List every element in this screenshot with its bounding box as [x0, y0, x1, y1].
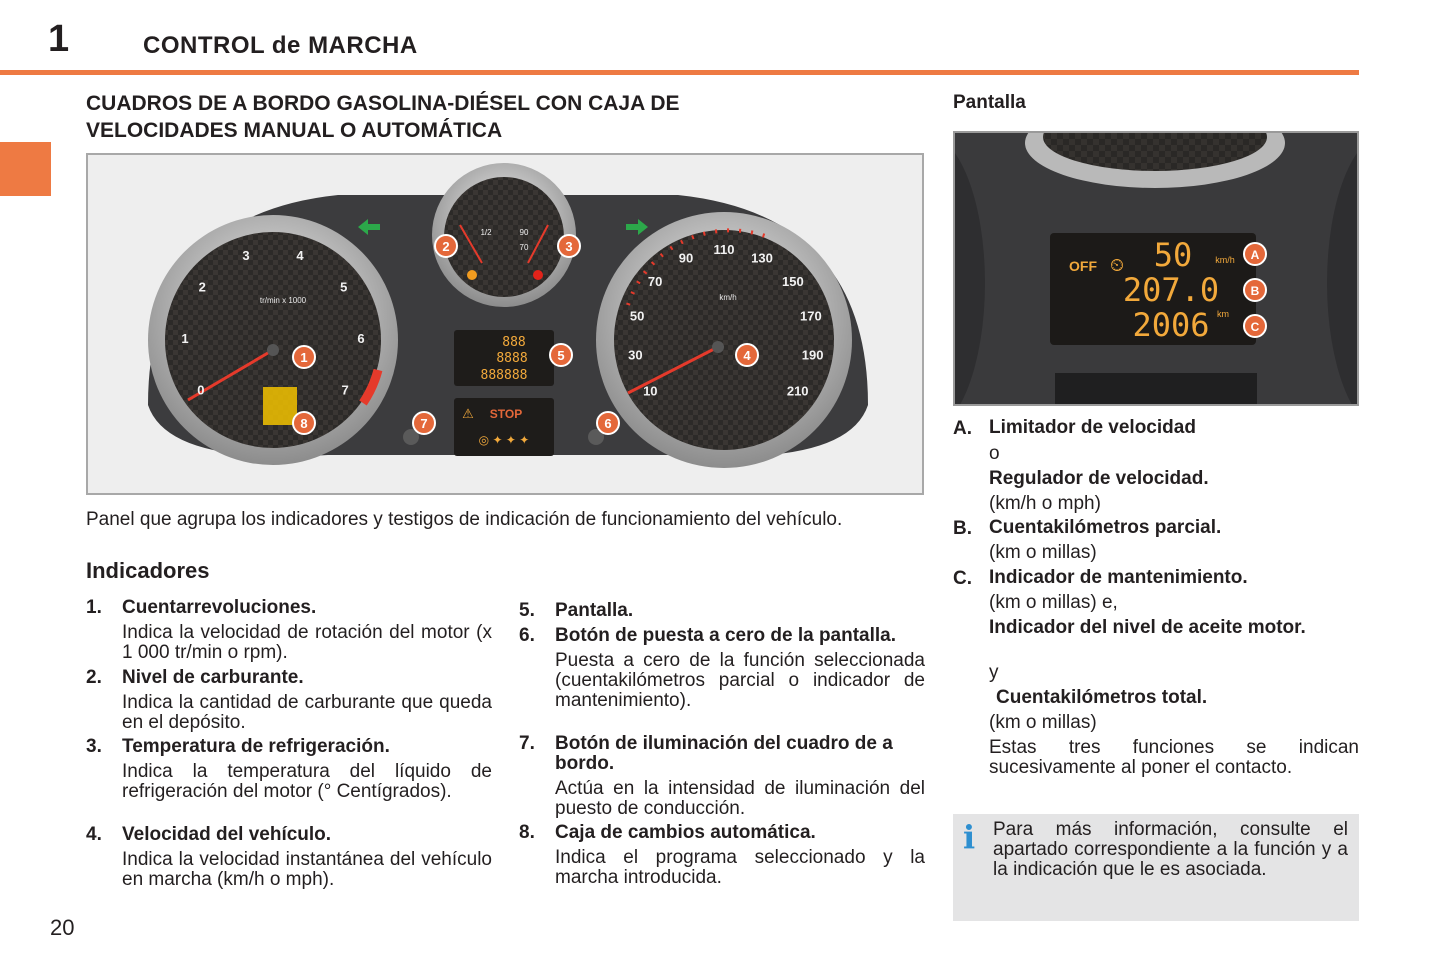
instrument-cluster-image [86, 153, 924, 495]
indicator-number: 1. [86, 597, 102, 618]
speed-value: 50 [1153, 236, 1193, 274]
legend-unit: (km o millas) [989, 712, 1097, 733]
callout-number: 8 [300, 416, 308, 431]
indicator-item [86, 825, 492, 890]
chapter-title: CONTROL de MARCHA [143, 32, 418, 59]
indicator-item [86, 598, 492, 663]
stop-warning-label: STOP [489, 407, 523, 421]
tachometer-tick-label: 2 [198, 279, 206, 295]
display-marker-letter: B [1250, 284, 1260, 298]
speed-unit: km/h [1215, 255, 1235, 265]
speedometer-tick-label: 190 [801, 347, 824, 363]
legend-title: Indicador del nivel de aceite motor. [989, 617, 1306, 638]
display-image [953, 131, 1359, 406]
speedometer-tick-label: 10 [643, 383, 658, 399]
indicator-description: Actúa en la intensidad de iluminación del puesto de conducción. [555, 778, 925, 819]
speedometer-tick-label: 150 [782, 274, 804, 290]
indicator-description: Puesta a cero de la función seleccionada (cuentakilómetros parcial o indicador de mantenimiento). [555, 650, 925, 711]
tachometer-tick-label: 6 [357, 330, 365, 346]
tachometer-tick-label: 7 [341, 382, 349, 398]
callout-number: 2 [442, 239, 450, 254]
info-icon: i [963, 818, 976, 856]
indicator-item [519, 626, 925, 711]
chapter-tab-marker [0, 142, 51, 196]
indicator-description: Indica el programa seleccionado y la marcha introducida. [555, 847, 925, 888]
speed-limiter-icon: ⏲ [1109, 255, 1125, 275]
indicator-title: Nivel de carburante. [122, 667, 304, 688]
tachometer-tick-label: 5 [340, 279, 348, 295]
indicator-title: Cuentarrevoluciones. [122, 597, 317, 618]
legend-unit: (km o millas) e, [989, 592, 1118, 613]
indicator-number: 5. [519, 600, 535, 621]
center-lcd-line1: 888 [502, 335, 526, 350]
indicator-title: Velocidad del vehículo. [122, 824, 332, 845]
indicator-number: 3. [86, 736, 102, 757]
indicator-description: Indica la velocidad de rotación del motor (x 1 000 tr/min o rpm). [122, 622, 492, 663]
warning-triangle-icon: ⚠ [462, 406, 474, 421]
total-unit: km [1217, 309, 1229, 319]
indicator-number: 4. [86, 824, 102, 845]
fuel-half-label: 1/2 [480, 228, 492, 237]
speedometer-tick-label: 170 [800, 308, 822, 324]
center-lcd-line3: 888888 [480, 368, 528, 383]
indicators-heading: Indicadores [86, 558, 210, 583]
header-rule [0, 70, 1359, 75]
speedometer-unit-label: km/h [719, 293, 737, 302]
display-heading: Pantalla [953, 92, 1026, 113]
legend-title: Cuentakilómetros parcial. [989, 517, 1222, 538]
legend-letter: C. [953, 568, 972, 589]
instrument-cluster-drawing [88, 155, 922, 493]
callout-number: 7 [420, 416, 428, 431]
page-number: 20 [50, 915, 75, 940]
speedometer-tick-label: 110 [713, 242, 735, 257]
callout-number: 3 [565, 239, 573, 254]
indicator-item [86, 668, 492, 733]
tachometer-tick-label: 4 [296, 248, 304, 264]
legend-unit: (km/h o mph) [989, 493, 1101, 514]
speedometer-tick-label: 210 [786, 383, 809, 399]
temperature-warning-lamp [533, 270, 543, 280]
legend-title: Indicador de mantenimiento. [989, 567, 1248, 588]
tachometer-tick-label: 1 [181, 330, 189, 346]
legend-and: y [989, 662, 999, 683]
display-drawing [955, 133, 1357, 404]
speedometer-face [614, 230, 834, 450]
indicator-description: Indica la temperatura del líquido de refrigeración del motor (° Centígrados). [122, 761, 492, 802]
indicator-number: 7. [519, 733, 535, 754]
indicator-title: Caja de cambios automática. [555, 822, 816, 843]
indicator-item [519, 823, 925, 888]
legend-letter: B. [953, 518, 972, 539]
fuel-temp-face [444, 177, 564, 297]
indicator-item [519, 734, 925, 819]
limiter-off-label: OFF [1069, 258, 1097, 274]
display-marker-letter: C [1250, 320, 1260, 334]
info-text: Para más información, consulte el apartado correspondiente a la función y a la indicación que le es asociada. [993, 819, 1348, 880]
indicator-title: Pantalla. [555, 600, 634, 621]
tachometer-unit-label: tr/min x 1000 [259, 296, 307, 305]
indicator-title: Botón de iluminación del cuadro de a bordo. [555, 733, 893, 774]
tachometer-tick-label: 0 [197, 382, 205, 398]
callout-number: 1 [300, 350, 308, 365]
speedometer-tick-label: 90 [678, 250, 694, 266]
legend-or: o [989, 443, 1000, 464]
callout-number: 6 [604, 416, 612, 431]
speedometer-tick-label: 70 [647, 274, 663, 290]
total-value: 2006 [1132, 306, 1210, 344]
figure-caption: Panel que agrupa los indicadores y testigos de indicación de funcionamiento del vehículo. [86, 509, 843, 530]
legend-title: Limitador de velocidad [989, 417, 1196, 438]
tachometer-tick-label: 3 [242, 248, 250, 264]
legend-note: Estas tres funciones se indican sucesivamente al poner el contacto. [989, 737, 1359, 778]
trip-value: 207.0 [1122, 271, 1220, 309]
fuel-warning-lamp [467, 270, 477, 280]
temp-70-label: 70 [519, 243, 529, 252]
speedometer-tick-label: 30 [628, 347, 643, 363]
speedometer-tick-label: 50 [629, 308, 645, 324]
gear-display [263, 387, 297, 425]
speedometer-tick-label: 130 [751, 250, 773, 266]
airbag-warning-icons: ◎ ✦ ✦ ✦ [478, 433, 530, 447]
section-heading [86, 90, 926, 144]
legend-unit: (km o millas) [989, 542, 1097, 563]
legend-letter: A. [953, 418, 972, 439]
callout-number: 4 [743, 348, 751, 363]
display-marker-letter: A [1250, 248, 1260, 262]
center-lcd-line2: 8888 [496, 351, 528, 366]
indicator-title: Temperatura de refrigeración. [122, 736, 390, 757]
legend-title: Regulador de velocidad. [989, 468, 1209, 489]
temp-90-label: 90 [519, 228, 529, 237]
indicator-title: Botón de puesta a cero de la pantalla. [555, 625, 897, 646]
indicator-number: 2. [86, 667, 102, 688]
indicator-item [86, 737, 492, 802]
callout-number: 5 [557, 348, 565, 363]
chapter-number: 1 [48, 18, 70, 60]
indicator-number: 8. [519, 822, 535, 843]
indicator-description: Indica la velocidad instantánea del vehículo en marcha (km/h o mph). [122, 849, 492, 890]
indicator-item [519, 601, 925, 621]
indicator-number: 6. [519, 625, 535, 646]
section-heading-line2: VELOCIDADES MANUAL O AUTOMÁTICA [86, 119, 503, 142]
indicator-description: Indica la cantidad de carburante que queda en el depósito. [122, 692, 492, 733]
section-heading-line1: CUADROS DE A BORDO GASOLINA-DIÉSEL CON CAJA DE [86, 92, 680, 115]
legend-title: Cuentakilómetros total. [996, 687, 1208, 708]
